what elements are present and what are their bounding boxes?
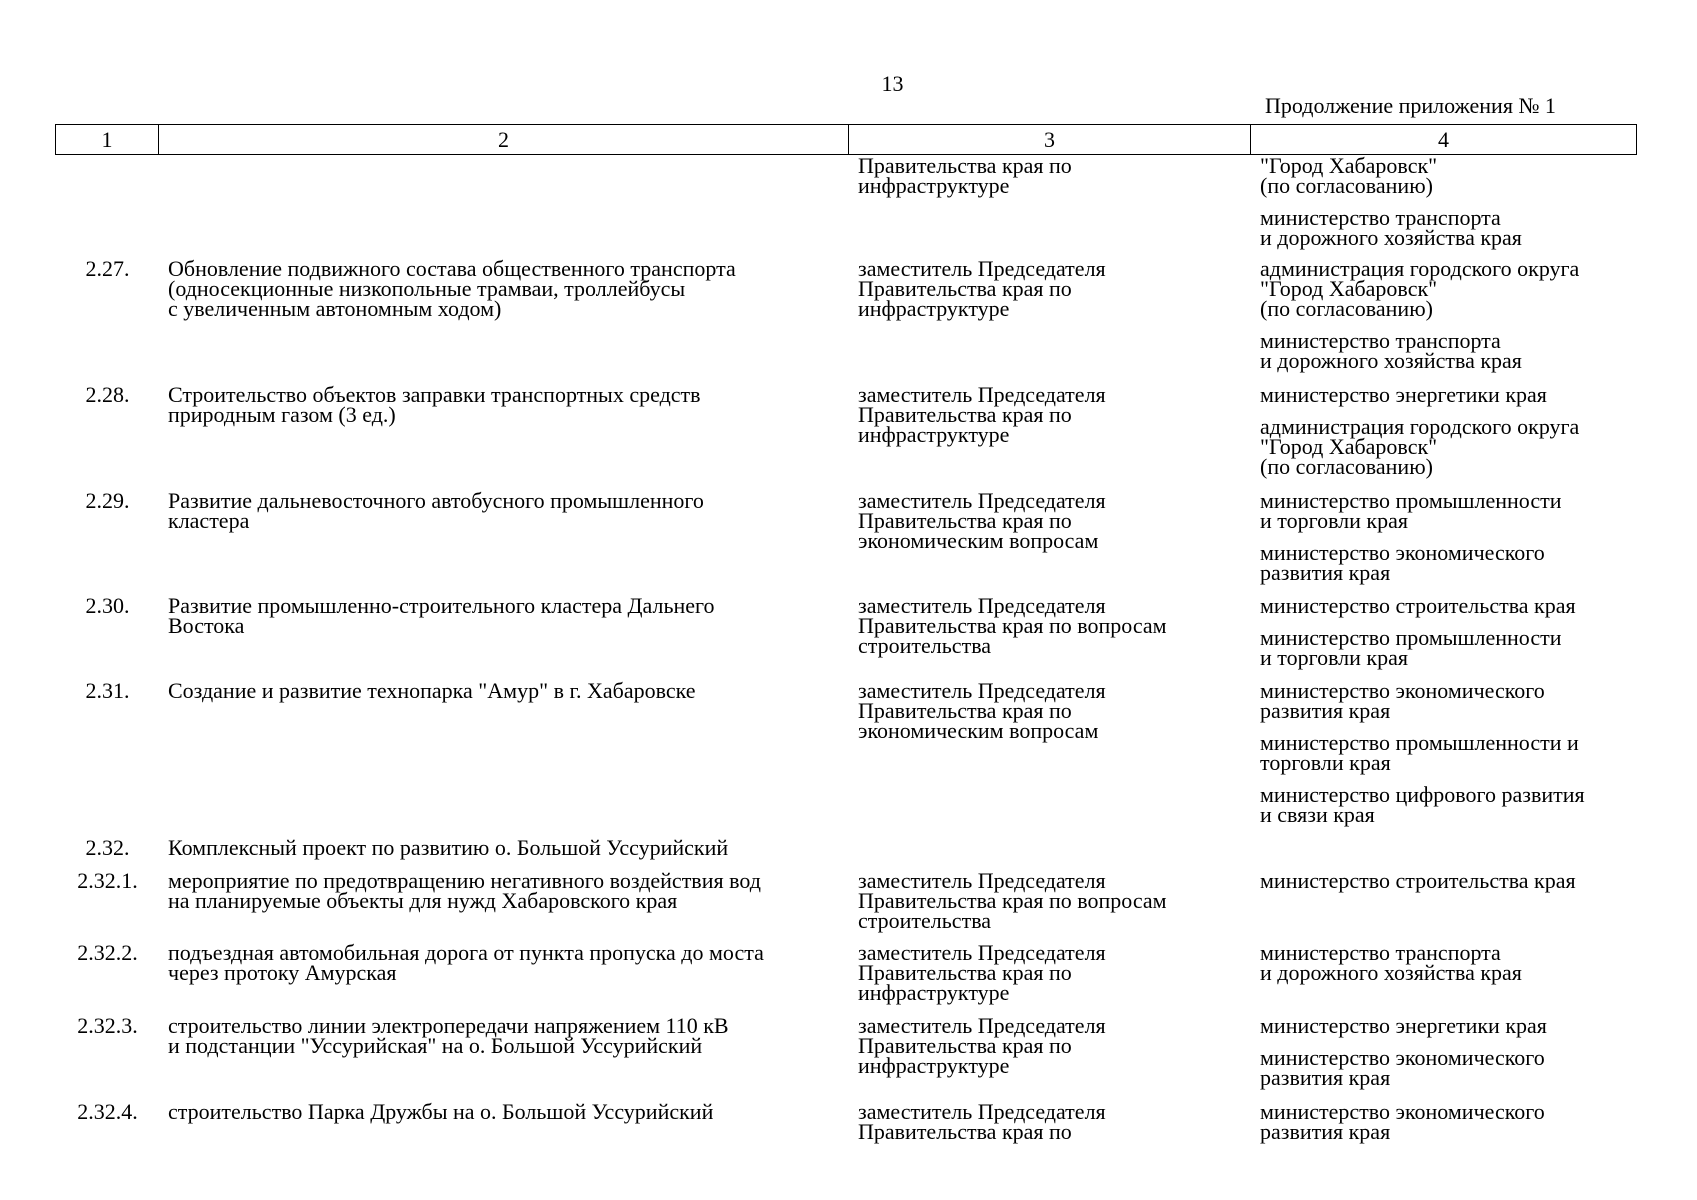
activity-name-line: через протоку Амурская	[168, 960, 397, 985]
executor-line: министерство энергетики края	[1260, 1013, 1547, 1038]
activity-name-line: строительство Парка Дружбы на о. Большой Уссурийский	[168, 1099, 714, 1124]
responsible-official-line: Правительства края по	[858, 153, 1072, 178]
responsible-official-line: Правительства края по	[858, 276, 1072, 301]
executor-entry	[1260, 256, 1650, 321]
activity-name-line: подъездная автомобильная дорога от пункта пропуска до моста	[168, 940, 764, 965]
row-number: 2.32.3.	[77, 1013, 138, 1038]
responsible-official-line: экономическим вопросам	[858, 718, 1099, 743]
row-number: 2.32.1.	[77, 868, 138, 893]
responsible-official	[858, 153, 1238, 198]
activity-name	[168, 256, 848, 321]
row-number: 2.32.2.	[77, 940, 138, 965]
executor-line: "Город Хабаровск"	[1260, 276, 1438, 301]
activity-name-line: и подстанции "Уссурийская" на о. Большой Уссурийский	[168, 1033, 703, 1058]
executor-line: "Город Хабаровск"	[1260, 434, 1438, 459]
row-number: 2.28.	[85, 382, 130, 407]
responsible-official-line: Правительства края по вопросам	[858, 888, 1167, 913]
row-number: 2.27.	[85, 256, 130, 281]
responsible-official	[858, 488, 1238, 553]
executor-entry	[1260, 868, 1650, 893]
executors	[1260, 382, 1650, 479]
activity-name-line: (односекционные низкопольные трамваи, троллейбусы	[168, 276, 686, 301]
executors	[1260, 593, 1650, 670]
executors	[1260, 940, 1650, 985]
row-number: 2.32.	[85, 835, 130, 860]
activity-name	[168, 940, 848, 985]
responsible-official-line: Правительства края по	[858, 1033, 1072, 1058]
executor-line: (по согласованию)	[1260, 173, 1433, 198]
executor-entry	[1260, 678, 1650, 723]
executors	[1260, 488, 1650, 585]
activity-name	[168, 488, 848, 533]
row-number: 2.30.	[85, 593, 130, 618]
executor-entry	[1260, 205, 1650, 250]
executor-entry	[1260, 940, 1650, 985]
executor-line: министерство энергетики края	[1260, 382, 1547, 407]
executor-line: (по согласованию)	[1260, 296, 1433, 321]
executor-line: развития края	[1260, 1119, 1391, 1144]
executor-line: "Город Хабаровск"	[1260, 153, 1438, 178]
responsible-official-line: заместитель Председателя	[858, 488, 1106, 513]
executor-line: министерство транспорта	[1260, 328, 1501, 353]
responsible-official-line: инфраструктуре	[858, 980, 1010, 1005]
executor-line: министерство строительства края	[1260, 593, 1576, 618]
activity-name-line: Комплексный проект по развитию о. Большой Уссурийский	[168, 835, 729, 860]
responsible-official	[858, 1099, 1238, 1144]
executor-line: администрация городского округа	[1260, 414, 1580, 439]
executor-line: министерство экономического	[1260, 678, 1545, 703]
responsible-official-line: заместитель Председателя	[858, 868, 1106, 893]
executor-line: и дорожного хозяйства края	[1260, 348, 1522, 373]
responsible-official-line: инфраструктуре	[858, 1053, 1010, 1078]
responsible-official	[858, 382, 1238, 447]
executor-line: развития края	[1260, 560, 1391, 585]
executor-entry	[1260, 1013, 1650, 1038]
executor-line: министерство экономического	[1260, 1099, 1545, 1124]
executor-line: министерство промышленности	[1260, 488, 1562, 513]
executors	[1260, 153, 1650, 250]
responsible-official	[858, 1013, 1238, 1078]
responsible-official-line: заместитель Председателя	[858, 256, 1106, 281]
executor-entry	[1260, 153, 1650, 198]
responsible-official	[858, 868, 1238, 933]
executor-entry	[1260, 1099, 1650, 1144]
executor-entry	[1260, 328, 1650, 373]
activity-name-line: кластера	[168, 508, 250, 533]
activity-name-line: строительство линии электропередачи напряжением 110 кВ	[168, 1013, 729, 1038]
row-number: 2.29.	[85, 488, 130, 513]
executor-entry	[1260, 593, 1650, 618]
activity-name-line: Развитие дальневосточного автобусного промышленного	[168, 488, 704, 513]
executor-line: (по согласованию)	[1260, 454, 1433, 479]
activity-name	[168, 1099, 848, 1124]
table-header	[55, 124, 1637, 155]
responsible-official-line: строительства	[858, 633, 992, 658]
responsible-official	[858, 940, 1238, 1005]
responsible-official-line: заместитель Председателя	[858, 678, 1106, 703]
executor-line: развития края	[1260, 698, 1391, 723]
responsible-official-line: Правительства края по	[858, 508, 1072, 533]
executor-line: министерство промышленности	[1260, 625, 1562, 650]
responsible-official-line: заместитель Председателя	[858, 382, 1106, 407]
activity-name	[168, 835, 848, 860]
column-header-4: 4	[1251, 125, 1637, 155]
responsible-official-line: заместитель Председателя	[858, 593, 1106, 618]
activity-name-line: Создание и развитие технопарка "Амур" в г. Хабаровске	[168, 678, 696, 703]
executor-entry	[1260, 782, 1650, 827]
executor-line: и торговли края	[1260, 508, 1408, 533]
executor-line: и связи края	[1260, 802, 1375, 827]
appendix-note: Продолжение приложения № 1	[1265, 93, 1556, 118]
page-number: 13	[881, 71, 904, 96]
executor-line: и дорожного хозяйства края	[1260, 225, 1522, 250]
responsible-official-line: Правительства края по	[858, 402, 1072, 427]
responsible-official-line: заместитель Председателя	[858, 1099, 1106, 1124]
executor-entry	[1260, 730, 1650, 775]
executor-line: и дорожного хозяйства края	[1260, 960, 1522, 985]
activity-name-line: с увеличенным автономным ходом)	[168, 296, 502, 321]
activity-name-line: на планируемые объекты для нужд Хабаровского края	[168, 888, 678, 913]
executor-entry	[1260, 382, 1650, 407]
executors	[1260, 868, 1650, 893]
responsible-official	[858, 678, 1238, 743]
responsible-official	[858, 256, 1238, 321]
executors	[1260, 1013, 1650, 1090]
executor-line: министерство промышленности и	[1260, 730, 1579, 755]
executor-line: торговли края	[1260, 750, 1391, 775]
responsible-official-line: заместитель Председателя	[858, 940, 1106, 965]
activity-name-line: Развитие промышленно-строительного кластера Дальнего	[168, 593, 715, 618]
executor-line: министерство цифрового развития	[1260, 782, 1585, 807]
column-header-3: 3	[849, 125, 1251, 155]
responsible-official-line: Правительства края по	[858, 960, 1072, 985]
column-header-2: 2	[159, 125, 849, 155]
responsible-official-line: инфраструктуре	[858, 296, 1010, 321]
executors	[1260, 1099, 1650, 1144]
executor-entry	[1260, 540, 1650, 585]
responsible-official-line: инфраструктуре	[858, 422, 1010, 447]
responsible-official-line: заместитель Председателя	[858, 1013, 1106, 1038]
executor-entry	[1260, 488, 1650, 533]
activity-name	[168, 868, 848, 913]
row-number: 2.32.4.	[77, 1099, 138, 1124]
activity-name-line: Востока	[168, 613, 245, 638]
row-number: 2.31.	[85, 678, 130, 703]
responsible-official-line: Правительства края по	[858, 1119, 1072, 1144]
activity-name	[168, 678, 848, 703]
executor-entry	[1260, 414, 1650, 479]
responsible-official-line: экономическим вопросам	[858, 528, 1099, 553]
responsible-official-line: строительства	[858, 908, 992, 933]
column-header-1: 1	[56, 125, 159, 155]
responsible-official-line: Правительства края по	[858, 698, 1072, 723]
executor-line: администрация городского округа	[1260, 256, 1580, 281]
activity-name-line: Строительство объектов заправки транспортных средств	[168, 382, 701, 407]
executor-entry	[1260, 1045, 1650, 1090]
executor-line: развития края	[1260, 1065, 1391, 1090]
executor-line: министерство транспорта	[1260, 940, 1501, 965]
activity-name	[168, 1013, 848, 1058]
activity-name-line: Обновление подвижного состава общественного транспорта	[168, 256, 736, 281]
executors	[1260, 678, 1650, 827]
executor-line: министерство экономического	[1260, 1045, 1545, 1070]
executor-entry	[1260, 625, 1650, 670]
executor-line: министерство экономического	[1260, 540, 1545, 565]
executor-line: министерство транспорта	[1260, 205, 1501, 230]
executor-line: министерство строительства края	[1260, 868, 1576, 893]
responsible-official	[858, 593, 1238, 658]
activity-name-line: природным газом (3 ед.)	[168, 402, 396, 427]
executors	[1260, 256, 1650, 373]
responsible-official-line: Правительства края по вопросам	[858, 613, 1167, 638]
executor-line: и торговли края	[1260, 645, 1408, 670]
activity-name	[168, 382, 848, 427]
activity-name	[168, 593, 848, 638]
responsible-official-line: инфраструктуре	[858, 173, 1010, 198]
activity-name-line: мероприятие по предотвращению негативного воздействия вод	[168, 868, 761, 893]
